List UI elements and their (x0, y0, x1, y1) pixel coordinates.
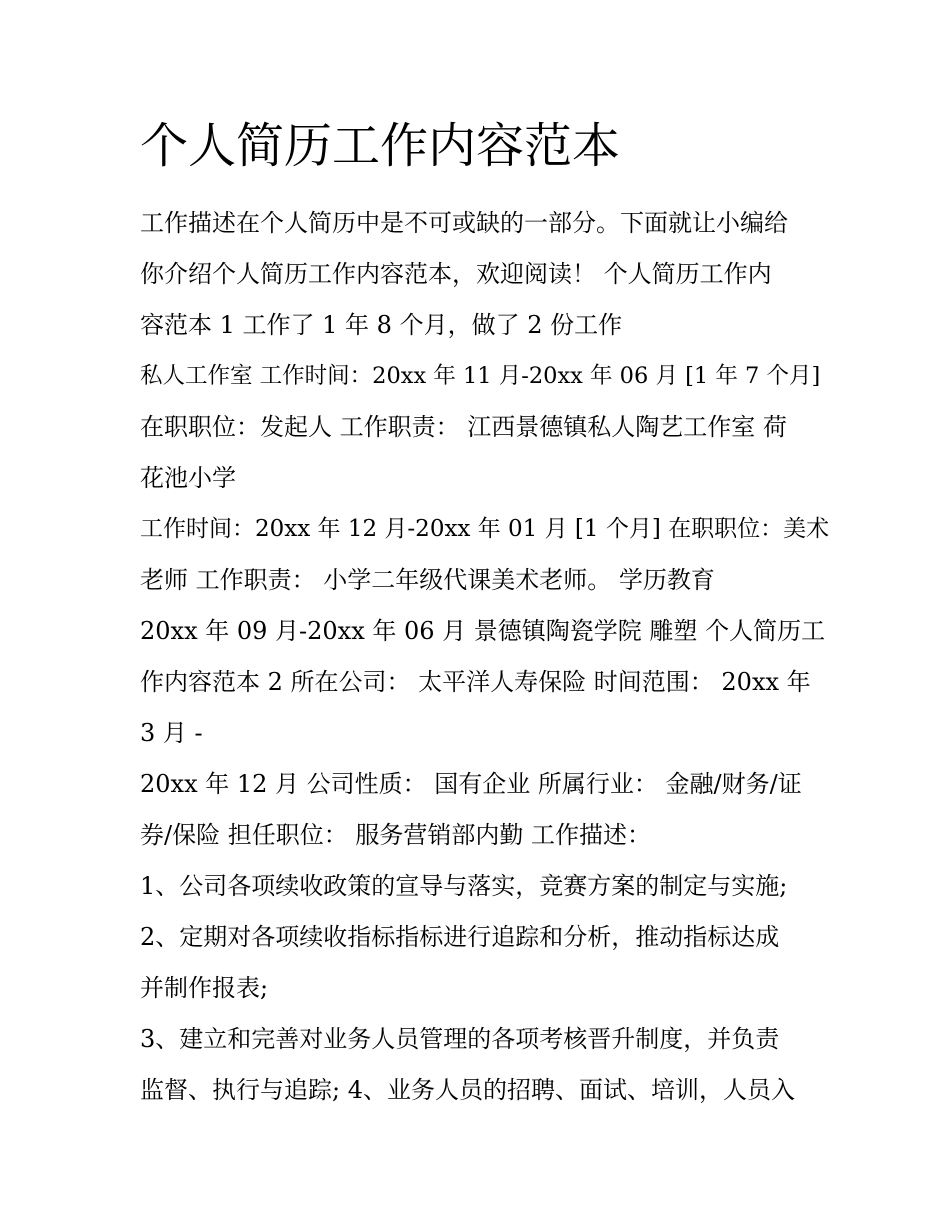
document-title: 个人简历工作内容范本 (140, 118, 621, 174)
document-body (140, 198, 830, 1116)
body-line: 3、建立和完善对业务人员管理的各项考核晋升制度，并负责 (140, 1025, 780, 1053)
body-line: 并制作报表; (140, 974, 269, 1002)
body-line: 券/保险 担任职位： 服务营销部内勤 工作描述： (140, 821, 651, 849)
body-line: 20xx 年 12 月 公司性质： 国有企业 所属行业： 金融/财务/证 (140, 770, 802, 798)
body-line: 你介绍个人简历工作内容范本，欢迎阅读！ 个人简历工作内 (140, 260, 772, 288)
body-line: 作内容范本 2 所在公司： 太平洋人寿保险 时间范围： 20xx 年 (140, 668, 811, 696)
body-line: 监督、执行与追踪; 4、业务人员的招聘、面试、培训，人员入 (140, 1076, 795, 1104)
body-line: 容范本 1 工作了 1 年 8 个月，做了 2 份工作 (140, 311, 623, 339)
body-line: 3 月 - (140, 719, 203, 747)
body-line: 工作描述在个人简历中是不可或缺的一部分。下面就让小编给 (140, 209, 788, 237)
body-line: 在职职位：发起人 工作职责： 江西景德镇私人陶艺工作室 荷 (140, 413, 787, 441)
body-line: 20xx 年 09 月-20xx 年 06 月 景德镇陶瓷学院 雕塑 个人简历工 (140, 617, 826, 645)
body-line: 1、公司各项续收政策的宣导与落实，竞赛方案的制定与实施; (140, 872, 788, 900)
body-line: 花池小学 (140, 464, 236, 492)
body-line: 老师 工作职责： 小学二年级代课美术老师。 学历教育 (140, 566, 715, 594)
body-line: 2、定期对各项续收指标指标进行追踪和分析，推动指标达成 (140, 923, 780, 951)
body-line: 工作时间：20xx 年 12 月-20xx 年 01 月 [1 个月] 在职职位：美术 (140, 516, 830, 542)
body-line: 私人工作室 工作时间：20xx 年 11 月-20xx 年 06 月 [1 年 7 个月] (140, 363, 821, 389)
